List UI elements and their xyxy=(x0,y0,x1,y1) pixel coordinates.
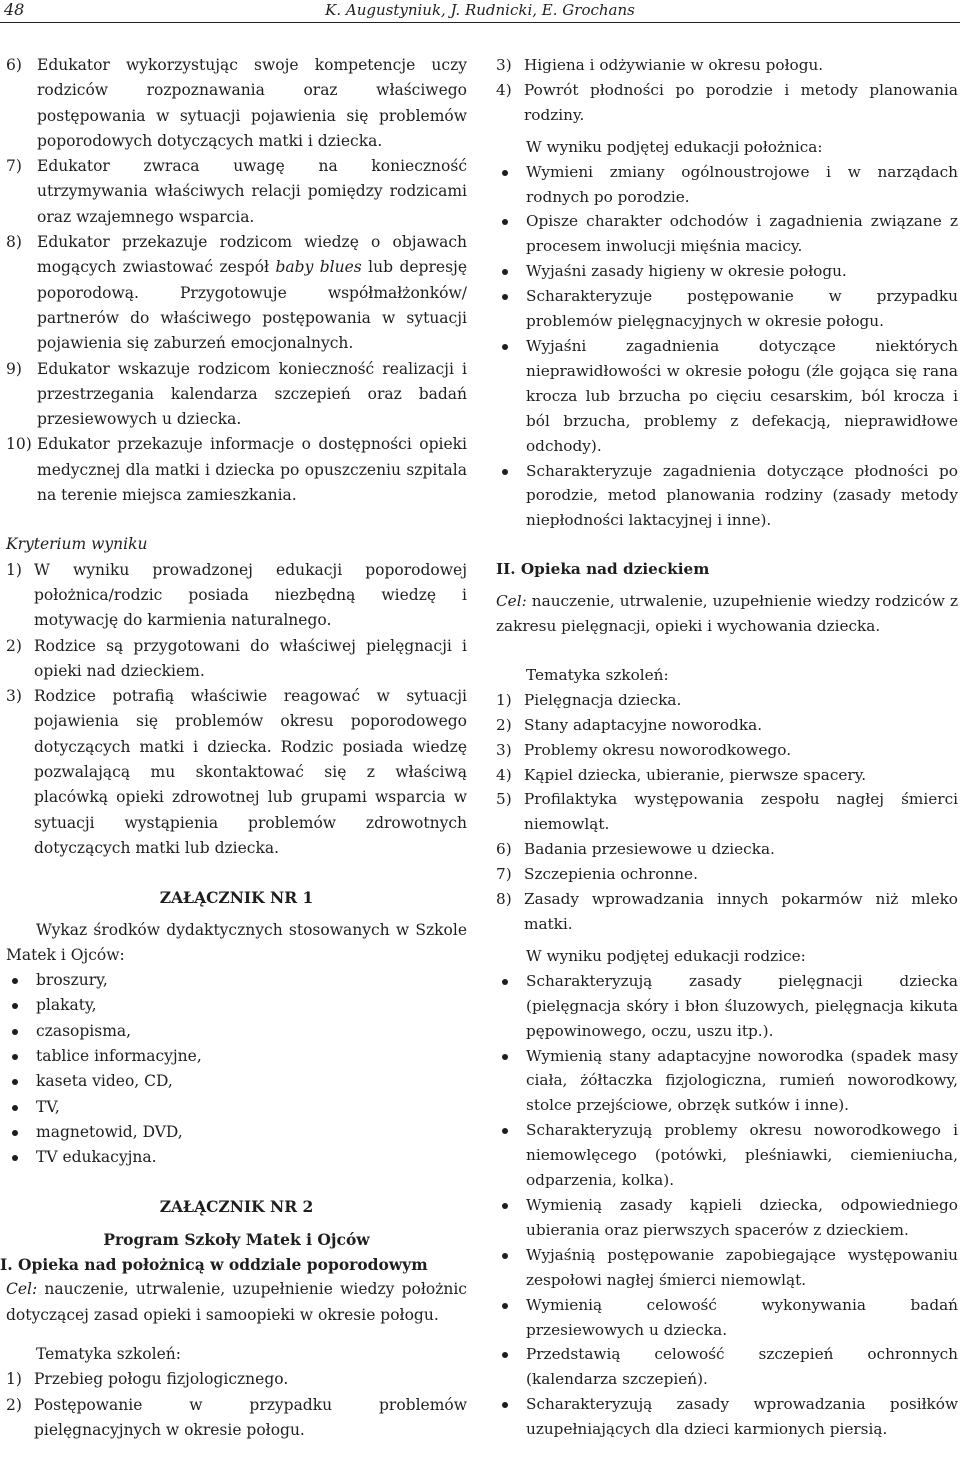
bullet-icon xyxy=(502,219,508,225)
goal-label: Cel: xyxy=(6,1280,38,1299)
section1-topics-label: Tematyka szkoleń: xyxy=(36,1344,181,1363)
list-item xyxy=(496,78,958,128)
list-item xyxy=(6,968,467,993)
section2-title: II. Opieka nad dzieckiem xyxy=(496,560,710,579)
section1-title: I. Opieka nad położnicą w oddziale poporodowym xyxy=(0,1255,428,1275)
item-text: Przebieg połogu fizjologicznego. xyxy=(34,1370,289,1389)
item-text: tablice informacyjne, xyxy=(36,1046,202,1065)
list-item xyxy=(6,1095,467,1120)
bullet-icon xyxy=(502,469,508,475)
list-item xyxy=(6,1367,467,1392)
list-item xyxy=(6,1069,467,1094)
list-item xyxy=(496,862,958,887)
list-item xyxy=(6,1145,467,1170)
list-item xyxy=(496,1392,958,1442)
item-number: 7) xyxy=(496,865,512,884)
item-text: Scharakteryzuje zagadnienia dotyczące płodności po porodzie, metod planowania rodziny (zasady metody niepłodności laktacyjnej i inne). xyxy=(526,461,958,530)
item-text: Szczepienia ochronne. xyxy=(524,865,698,884)
item-number: 3) xyxy=(496,56,512,74)
bullet-icon xyxy=(12,1054,18,1060)
item-text: broszury, xyxy=(36,971,108,990)
list-item xyxy=(6,684,467,861)
item-text: Edukator zwraca uwagę na konieczność utrzymywania właściwych relacji pomiędzy rodzicami oraz wzajemnego wsparcia. xyxy=(37,157,467,226)
bullet-icon xyxy=(502,1352,508,1358)
item-text: Rodzice potrafią właściwie reagować w sytuacji pojawienia się problemów okresu poporodowego dotyczących matki i dziecka. Rodzic posiada wiedzę pozwalającą mu skontaktować się z właściwą placówką opieki zdrowotnej lub grupami wsparcia w sytuacji wystąpienia problemów zdrowotnych dotyczących matki lub dziecka. xyxy=(34,687,467,857)
list-item xyxy=(496,837,958,862)
item-text: Scharakteryzują problemy okresu noworodkowego i niemowlęcego (potówki, pleśniawki, ciemieniucha, odparzenia, kolka). xyxy=(526,1121,958,1190)
item-text: Badania przesiewowe u dziecka. xyxy=(524,840,775,859)
section1-topics-cont-list xyxy=(496,53,958,128)
list-item xyxy=(6,634,467,685)
bullet-icon xyxy=(12,1105,18,1111)
bullet-icon xyxy=(502,979,508,985)
bullet-icon xyxy=(12,1155,18,1161)
list-item xyxy=(496,738,958,763)
item-text: Edukator przekazuje informacje o dostępności opieki medycznej dla matki i dziecka po opuszczeniu szpitala na terenie miejsca zamieszkania. xyxy=(37,435,467,505)
list-item xyxy=(496,969,958,1044)
item-text: Wymienią celowość wykonywania badań przesiewowych u dziecka. xyxy=(526,1295,958,1339)
page-number: 48 xyxy=(4,0,25,19)
list-item xyxy=(496,887,958,937)
item-number: 4) xyxy=(496,80,512,99)
item-text: plakaty, xyxy=(36,996,97,1015)
bullet-icon xyxy=(502,170,508,176)
running-head: K. Augustyniuk, J. Rudnicki, E. Grochans xyxy=(325,1,635,19)
list-item xyxy=(6,230,467,356)
list-item xyxy=(6,357,467,433)
bullet-icon xyxy=(502,1253,508,1259)
section2-goal xyxy=(496,589,958,639)
right-column xyxy=(496,53,958,1442)
list-item xyxy=(496,334,958,459)
list-item xyxy=(496,459,958,534)
list-item xyxy=(6,1120,467,1145)
item-text: Wymienią stany adaptacyjne noworodka (spadek masy ciała, żółtaczka fizjologiczna, rumień noworodkowy, stolce przejściowe, obrzęk sutków i inne). xyxy=(526,1046,958,1115)
bullet-icon xyxy=(502,1402,508,1408)
item-text: Profilaktyka występowania zespołu nagłej śmierci niemowląt. xyxy=(524,790,958,834)
section2-outcomes-list xyxy=(496,969,958,1442)
bullet-icon xyxy=(502,1128,508,1134)
item-text: kaseta video, CD, xyxy=(36,1072,173,1091)
item-text: Stany adaptacyjne noworodka. xyxy=(524,715,763,734)
section1-goal xyxy=(6,1277,467,1328)
annex1-title: ZAŁĄCZNIK NR 1 xyxy=(159,888,314,908)
list-item xyxy=(496,209,958,259)
item-number: 1) xyxy=(6,1370,22,1389)
list-item xyxy=(496,1044,958,1119)
item-text: Rodzice są przygotowani do właściwej pielęgnacji i opieki nad dzieckiem. xyxy=(34,636,467,680)
bullet-icon xyxy=(12,1079,18,1085)
item-text: Powrót płodności po porodzie i metody planowania rodziny. xyxy=(524,80,958,124)
item-number: 4) xyxy=(496,765,512,784)
item-number: 1) xyxy=(6,560,22,579)
goal-label: Cel: xyxy=(496,592,527,611)
item-number: 8) xyxy=(496,890,512,909)
section2-topics-list xyxy=(496,688,958,937)
section2-topics-label: Tematyka szkoleń: xyxy=(526,665,669,684)
bullet-icon xyxy=(12,1003,18,1009)
header-rule xyxy=(0,22,960,23)
item-text: TV edukacyjna. xyxy=(36,1148,157,1167)
item-text: Higiena i odżywianie w okresu połogu. xyxy=(524,56,824,74)
bullet-icon xyxy=(502,269,508,275)
item-text: TV, xyxy=(36,1097,60,1116)
bullet-icon xyxy=(502,294,508,300)
annex2-title: ZAŁĄCZNIK NR 2 xyxy=(159,1197,314,1217)
left-column xyxy=(0,53,467,1443)
section1-outcomes-list xyxy=(496,160,958,534)
list-item xyxy=(6,154,467,230)
item-number: 9) xyxy=(6,359,22,378)
list-item xyxy=(496,787,958,837)
item-text: Wymienią zasady kąpieli dziecka, odpowiedniego ubierania oraz pierwszych spacerów z dzieckiem. xyxy=(526,1195,958,1239)
list-item xyxy=(6,432,467,508)
item-text: Przedstawią celowość szczepień ochronnych (kalendarza szczepień). xyxy=(526,1345,958,1389)
item-text: Wymieni zmiany ogólnoustrojowe i w narządach rodnych po porodzie. xyxy=(526,162,958,206)
item-text: W wyniku prowadzonej edukacji poporodowej położnica/rodzic posiada niezbędną wiedzę i motywację do karmienia naturalnego. xyxy=(34,560,467,630)
item-text: czasopisma, xyxy=(36,1021,132,1040)
item-text: Scharakteryzują zasady pielęgnacji dziecka (pielęgnacja skóry i błon śluzowych, pielęgnacja kikuta pępowinowego, oczu, uszu itp.). xyxy=(526,971,958,1040)
item-text: Wyjaśni zagadnienia dotyczące niektórych nieprawidłowości w okresie połogu (źle gojąca się rana krocza lub brzucha po cięciu cesarskim, ból krocza i ból brzucha, problemy z defekacją, nieprawidłowe odchody). xyxy=(526,336,958,455)
criterion-heading: Kryterium wyniku xyxy=(6,535,148,554)
list-item xyxy=(6,1393,467,1444)
bullet-icon xyxy=(502,1203,508,1209)
section1-outcome-intro: W wyniku podjętej edukacji położnica: xyxy=(526,137,823,156)
item-number: 3) xyxy=(496,740,512,759)
annex1-intro: Wykaz środków dydaktycznych stosowanych w Szkole Matek i Ojców: xyxy=(6,920,467,964)
goal-text: nauczenie, utrwalenie, uzupełnienie wiedzy położnic dotyczącej zasad opieki i samoopieki w okresie połogu. xyxy=(6,1280,467,1324)
item-text: Pielęgnacja dziecka. xyxy=(524,690,682,709)
list-item xyxy=(496,259,958,284)
item-text: Wyjaśnią postępowanie zapobiegające występowaniu zespołowi nagłej śmierci niemowląt. xyxy=(526,1245,958,1289)
bullet-icon xyxy=(12,1130,18,1136)
item-text: Zasady wprowadzania innych pokarmów niż mleko matki. xyxy=(524,890,958,933)
program-title: Program Szkoły Matek i Ojców xyxy=(103,1229,370,1249)
goal-text: nauczenie, utrwalenie, uzupełnienie wiedzy rodziców z zakresu pielęgnacji, opieki i wychowania dziecka. xyxy=(496,592,958,636)
item-number: 2) xyxy=(6,1395,22,1414)
section1-topics-list xyxy=(6,1367,467,1443)
bullet-icon xyxy=(12,978,18,984)
list-item xyxy=(496,713,958,738)
list-item xyxy=(6,53,467,154)
item-text: lub depresję poporodową. Przygotowuje współmałżonków/ partnerów do właściwego postępowania w sytuacji pojawienia się zaburzeń emocjonalnych. xyxy=(37,258,467,353)
educator-list xyxy=(6,53,467,508)
item-text: Edukator przekazuje rodzicom wiedzę o objawach mogących zwiastować zespół xyxy=(37,233,467,277)
bullet-icon xyxy=(502,1054,508,1060)
list-item xyxy=(496,53,958,78)
item-number: 8) xyxy=(6,233,22,252)
list-item xyxy=(496,763,958,788)
item-text: Kąpiel dziecka, ubieranie, pierwsze spacery. xyxy=(524,765,867,784)
bullet-icon xyxy=(502,1303,508,1309)
list-item xyxy=(496,1193,958,1243)
item-number: 5) xyxy=(496,790,512,809)
item-text: Postępowanie w przypadku problemów pielęgnacyjnych w okresie połogu. xyxy=(34,1395,467,1439)
list-item xyxy=(6,1019,467,1044)
list-item xyxy=(6,558,467,634)
list-item xyxy=(496,1243,958,1293)
list-item xyxy=(496,1293,958,1343)
bullet-icon xyxy=(12,1029,18,1035)
item-number: 2) xyxy=(496,715,512,734)
list-item xyxy=(6,1044,467,1069)
item-number: 6) xyxy=(496,840,512,859)
item-text: Edukator wykorzystując swoje kompetencje uczy rodziców rozpoznawania oraz właściwego postępowania w sytuacji pojawienia się problemów poporodowych dotyczących matki i dziecka. xyxy=(37,56,467,150)
item-italic-term: baby blues xyxy=(275,258,362,277)
teaching-aids-list xyxy=(6,968,467,1170)
item-text: Edukator wskazuje rodzicom konieczność realizacji i przestrzegania kalendarza szczepień oraz badań przesiewowych u dziecka. xyxy=(37,359,467,429)
item-number: 7) xyxy=(6,157,22,176)
item-text: Wyjaśni zasady higieny w okresie połogu. xyxy=(526,262,847,281)
item-number: 2) xyxy=(6,636,22,655)
list-item xyxy=(496,1342,958,1392)
section2-outcome-intro: W wyniku podjętej edukacji rodzice: xyxy=(526,946,806,965)
list-item xyxy=(6,993,467,1018)
item-text: Problemy okresu noworodkowego. xyxy=(524,740,792,759)
item-text: magnetowid, DVD, xyxy=(36,1122,183,1141)
bullet-icon xyxy=(502,344,508,350)
list-item xyxy=(496,688,958,713)
page-header xyxy=(0,0,960,24)
list-item xyxy=(496,1118,958,1193)
item-text: Scharakteryzuje postępowanie w przypadku problemów pielęgnacyjnych w okresie połogu. xyxy=(526,287,958,331)
criterion-list xyxy=(6,558,467,862)
list-item xyxy=(496,284,958,334)
item-number: 3) xyxy=(6,687,22,706)
item-number: 10) xyxy=(6,435,32,454)
item-text: Scharakteryzują zasady wprowadzania posiłków uzupełniających dla dzieci karmionych piersią. xyxy=(526,1395,958,1439)
list-item xyxy=(496,160,958,210)
item-number: 6) xyxy=(6,56,22,74)
item-text: Opisze charakter odchodów i zagadnienia związane z procesem inwolucji mięśnia macicy. xyxy=(526,212,958,256)
item-number: 1) xyxy=(496,690,512,709)
